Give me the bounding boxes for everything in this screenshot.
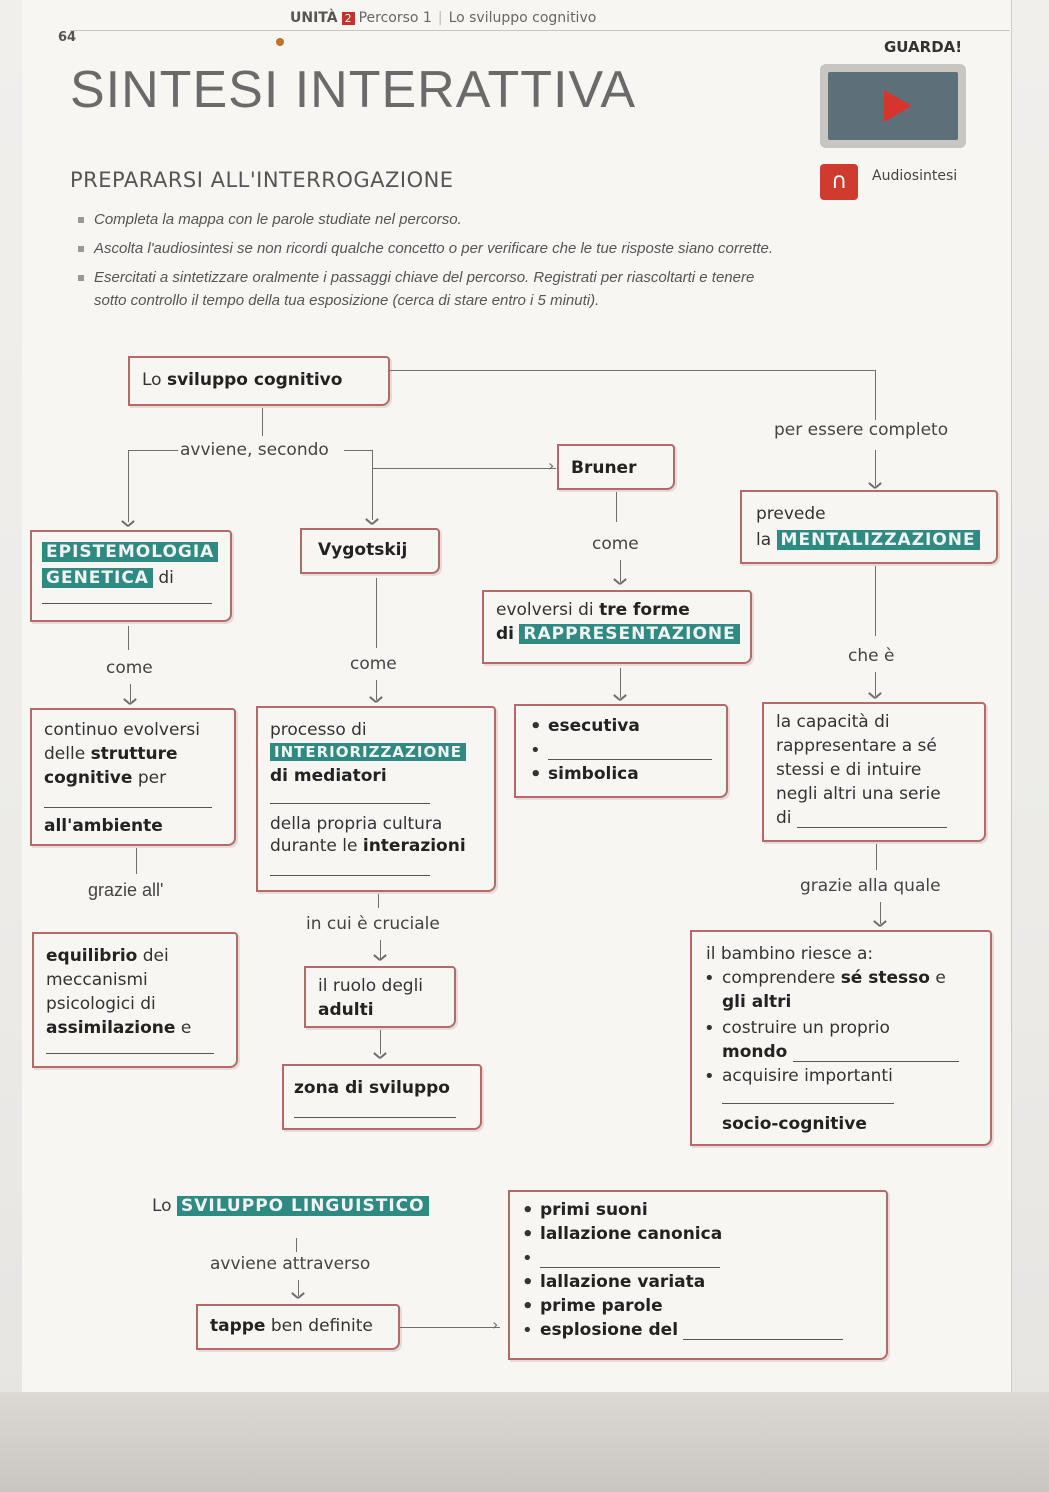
connector <box>400 1327 500 1328</box>
arrow-down <box>614 578 626 588</box>
vyg-line: della propria cultura <box>270 814 443 834</box>
ment-line: di <box>776 808 792 828</box>
header-dot <box>276 38 284 46</box>
zona-bold: zona di sviluppo <box>294 1078 450 1098</box>
interiorizzazione-highlight: INTERIORIZZAZIONE <box>270 743 466 761</box>
equi-bold: assimilazione <box>46 1018 176 1038</box>
blank-line <box>44 796 212 808</box>
bruner-box <box>557 444 675 490</box>
come-label: come <box>106 658 153 678</box>
tappe-text: ben definite <box>270 1316 373 1336</box>
root-bold: sviluppo cognitivo <box>166 370 343 390</box>
bruner-forms-box <box>514 704 728 798</box>
di-bold-label: di <box>496 624 514 644</box>
arrow-down <box>874 920 886 930</box>
equi-text: e <box>180 1018 192 1038</box>
vyg-line: processo di <box>270 720 367 740</box>
arrow-down <box>366 518 378 528</box>
arrow-down <box>869 692 881 702</box>
instruction-item: Esercitati a sintetizzare oralmente i passaggi chiave del percorso. Registrati per riascoltarti e tenere sotto controllo il tempo della tua esposizione (cerca di stare entro i 5 minuti). <box>74 266 774 312</box>
root-prefix: Lo <box>142 370 162 390</box>
tappe-bold: tappe <box>210 1316 266 1336</box>
come-label: come <box>350 654 397 674</box>
equi-text: psicologici di <box>46 994 156 1014</box>
connector <box>390 370 876 371</box>
piaget-line: continuo evolversi <box>44 720 200 740</box>
bambino-bold: socio-cognitive <box>722 1114 867 1134</box>
ruolo-bold: adulti <box>318 1000 374 1020</box>
piaget-bold: strutture <box>90 744 178 764</box>
di-label: di <box>158 568 174 588</box>
form-item-blank <box>526 740 712 760</box>
bambino-bold: mondo <box>722 1042 788 1062</box>
arrow-down <box>124 698 136 708</box>
rappresentazione-highlight: RAPPRESENTAZIONE <box>519 624 739 644</box>
blank-line <box>270 864 430 876</box>
connector <box>378 894 379 908</box>
guarda-label: GUARDA! <box>884 38 963 56</box>
audio-label[interactable]: Audiosintesi <box>872 168 958 184</box>
mentalizzazione-highlight: MENTALIZZAZIONE <box>777 530 980 550</box>
blank-line <box>270 794 430 804</box>
vygotskij-label: Vygotskij <box>318 540 408 560</box>
bambino-bold: gli altri <box>722 992 792 1012</box>
ment-line: la capacità di <box>776 712 890 732</box>
bambino-box <box>690 930 992 1146</box>
topic-label: Lo sviluppo cognitivo <box>448 10 597 26</box>
prevede-label: prevede <box>756 504 826 524</box>
bambino-item: • costruire un proprio <box>700 1018 890 1038</box>
vygotskij-box <box>300 528 440 574</box>
header-rule <box>70 30 1010 31</box>
grazie-all-label: grazie all' <box>88 880 164 900</box>
piaget-bold: all'ambiente <box>44 816 163 836</box>
stage-item: • lallazione variata <box>518 1272 705 1292</box>
ruolo-adulti-box <box>304 966 456 1028</box>
zona-sviluppo-box <box>282 1064 482 1130</box>
stage-item: • esplosione del <box>518 1320 843 1340</box>
connector <box>262 408 263 436</box>
root-box <box>128 356 390 406</box>
instruction-item: Completa la mappa con le parole studiate nel percorso. <box>74 208 774 231</box>
vyg-bold: di mediatori <box>270 766 387 786</box>
equi-text: meccanismi <box>46 970 148 990</box>
stage-item: • prime parole <box>518 1296 663 1316</box>
connector <box>616 492 617 522</box>
ling-highlight: SVILUPPO LINGUISTICO <box>177 1196 429 1216</box>
epistemologia-highlight: EPISTEMOLOGIA <box>42 542 218 562</box>
bruner-label: Bruner <box>571 458 637 478</box>
unit-label: UNITÀ <box>290 10 338 26</box>
bambino-item: • comprendere sé stesso e <box>700 968 946 988</box>
ment-line: rappresentare a sé <box>776 736 937 756</box>
tappe-box <box>196 1304 400 1350</box>
in-cui-label: in cui è cruciale <box>306 914 440 934</box>
header-breadcrumb <box>290 10 596 26</box>
connector <box>128 626 129 650</box>
mentalizzazione-def-box <box>762 702 986 842</box>
che-e-label: che è <box>848 646 895 666</box>
blank-line <box>42 590 212 604</box>
blank-line <box>722 1092 894 1104</box>
blank-line <box>294 1104 456 1118</box>
equi-bold: equilibrio <box>46 946 138 966</box>
avviene-label: avviene, secondo <box>180 440 329 460</box>
epistemologia-box <box>30 530 232 622</box>
headphones-icon[interactable]: ∩ <box>820 164 858 200</box>
arrow-down <box>374 1052 386 1062</box>
unit-number: 2 <box>342 12 355 25</box>
rappresentazione-box <box>482 590 752 664</box>
path-label: Percorso 1 <box>358 10 432 26</box>
la-label: la <box>756 530 772 550</box>
ling-title <box>152 1196 429 1216</box>
ling-prefix: Lo <box>152 1196 172 1216</box>
stage-item: • lallazione canonica <box>518 1224 722 1244</box>
piaget-text: delle <box>44 744 86 764</box>
vyg-bold: interazioni <box>362 836 466 856</box>
stage-item: • primi suoni <box>518 1200 648 1220</box>
tre-forme: tre forme <box>599 600 690 620</box>
arrow-down <box>370 696 382 706</box>
arrow-down <box>374 954 386 964</box>
piaget-bold: cognitive <box>44 768 133 788</box>
instruction-item: Ascolta l'audiosintesi se non ricordi qualche concetto o per verificare che le tue risposte siano corrette. <box>74 237 774 260</box>
bambino-item: • acquisire importanti <box>700 1066 893 1086</box>
equilibrio-box <box>32 932 238 1068</box>
arrow-down <box>122 520 134 530</box>
table-surface <box>0 1392 1049 1492</box>
connector <box>875 370 876 420</box>
blank-line <box>46 1042 214 1054</box>
form-item: • esecutiva <box>526 716 640 736</box>
connector <box>380 1030 381 1054</box>
connector <box>876 844 877 870</box>
form-item: • simbolica <box>526 764 639 784</box>
blank-line <box>793 1048 959 1062</box>
genetica-highlight: GENETICA <box>42 568 153 588</box>
connector <box>344 450 372 451</box>
connector <box>372 450 373 520</box>
vyg-text: durante le <box>270 836 358 856</box>
connector <box>128 450 129 522</box>
mentalizzazione-box <box>740 490 998 564</box>
equi-text: dei <box>142 946 169 966</box>
connector <box>128 450 178 451</box>
blank-line <box>797 814 947 828</box>
connector <box>875 450 876 486</box>
instructions-list <box>74 208 774 318</box>
connector <box>296 1238 297 1252</box>
video-play-icon[interactable] <box>820 64 966 148</box>
page-number: 64 <box>58 30 77 45</box>
stages-box <box>508 1190 888 1360</box>
connector <box>372 468 556 469</box>
breadcrumb-separator: | <box>437 10 443 26</box>
vygotskij-process-box <box>256 706 496 892</box>
page-title: SINTESI INTERATTIVA <box>70 61 637 119</box>
arrow-right: › <box>492 1315 499 1334</box>
arrow-right: › <box>548 456 555 475</box>
stage-item-blank <box>518 1248 720 1268</box>
evolversi-label: evolversi di <box>496 600 594 620</box>
connector <box>376 578 377 648</box>
bambino-intro: il bambino riesce a: <box>706 944 874 964</box>
piaget-text: per <box>137 768 167 788</box>
arrow-down <box>614 694 626 704</box>
piaget-box <box>30 708 236 846</box>
connector <box>875 566 876 636</box>
arrow-down <box>292 1292 304 1302</box>
ment-line: negli altri una serie <box>776 784 941 804</box>
come-label: come <box>592 534 639 554</box>
per-essere-label: per essere completo <box>774 420 949 440</box>
grazie-alla-label: grazie alla quale <box>800 876 941 896</box>
ment-line: stessi e di intuire <box>776 760 922 780</box>
connector <box>136 848 137 874</box>
video-screen <box>828 72 958 140</box>
play-triangle-icon <box>884 90 912 122</box>
section-title: PREPARARSI ALL'INTERROGAZIONE <box>70 168 454 192</box>
ling-avviene: avviene attraverso <box>210 1254 371 1274</box>
ruolo-text: il ruolo degli <box>318 976 424 996</box>
